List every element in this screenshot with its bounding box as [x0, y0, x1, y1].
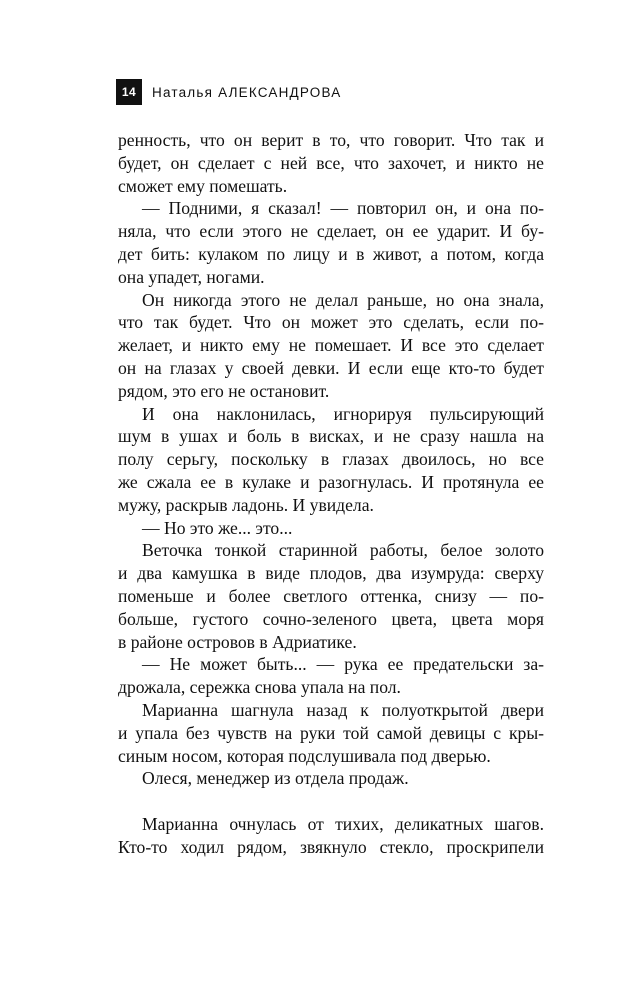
text-line: дрожала, сережка снова упала на пол. [118, 677, 401, 698]
text-line: Олеся, менеджер из отдела продаж. [142, 768, 409, 789]
text-line: сможет ему помешать. [118, 175, 288, 196]
page-number: 14 [116, 79, 142, 105]
text-line: Марианна очнулась от тихих, деликатных шагов. [142, 813, 544, 834]
text-line: шум в ушах и боль в висках, и не сразу нашла на [118, 426, 544, 447]
section-break [118, 790, 544, 813]
text-line: будет, он сделает с ней все, что захочет, и никто не [118, 152, 544, 173]
text-line: рядом, это его не остановит. [118, 380, 330, 401]
text-line: Кто-то ходил рядом, звякнуло стекло, проскрипели [118, 836, 544, 857]
text-line: и два камушка в виде плодов, два изумруда: сверху [118, 563, 544, 584]
text-line: в районе островов в Адриатике. [118, 631, 357, 652]
text-line: же сжала ее в кулаке и разогнулась. И протянула ее [118, 471, 544, 492]
text-line: Он никогда этого не делал раньше, но она знала, [142, 289, 544, 310]
text-line: няла, что если этого не сделает, он ее ударит. И бу- [118, 221, 544, 242]
text-line: Марианна шагнула назад к полуоткрытой двери [142, 699, 544, 720]
text-line: дет бить: кулаком по лицу и в живот, а потом, когда [118, 243, 544, 264]
text-line: — Не может быть... — рука ее предательски за- [142, 654, 544, 675]
text-line: синым носом, которая подслушивала под дверью. [118, 745, 491, 766]
text-line: и упала без чувств на руки той самой девицы с кры- [118, 722, 544, 743]
text-line: полу серьгу, поскольку в глазах двоилось, но все [118, 449, 544, 470]
text-line: поменьше и более светлого оттенка, снизу — по- [118, 585, 544, 606]
text-line: она упадет, ногами. [118, 266, 265, 287]
text-line: он на глазах у своей девки. И если еще кто-то будет [118, 357, 544, 378]
running-head: Наталья АЛЕКСАНДРОВА [152, 84, 342, 100]
body-text [118, 129, 544, 859]
text-line: Веточка тонкой старинной работы, белое золото [142, 540, 544, 561]
text-line: больше, густого сочно-зеленого цвета, цвета моря [118, 608, 544, 629]
text-line: — Но это же... это... [142, 517, 293, 538]
text-line: — Подними, я сказал! — повторил он, и она по- [142, 198, 544, 219]
text-line: И она наклонилась, игнорируя пульсирующий [142, 403, 544, 424]
text-line: мужу, раскрыв ладонь. И увидела. [118, 494, 374, 515]
text-line: что так будет. Что он может это сделать, если по- [118, 312, 544, 333]
text-line: ренность, что он верит в то, что говорит. Что так и [118, 130, 544, 150]
page-header [116, 79, 341, 105]
text-line: желает, и никто ему не помешает. И все это сделает [118, 335, 544, 356]
